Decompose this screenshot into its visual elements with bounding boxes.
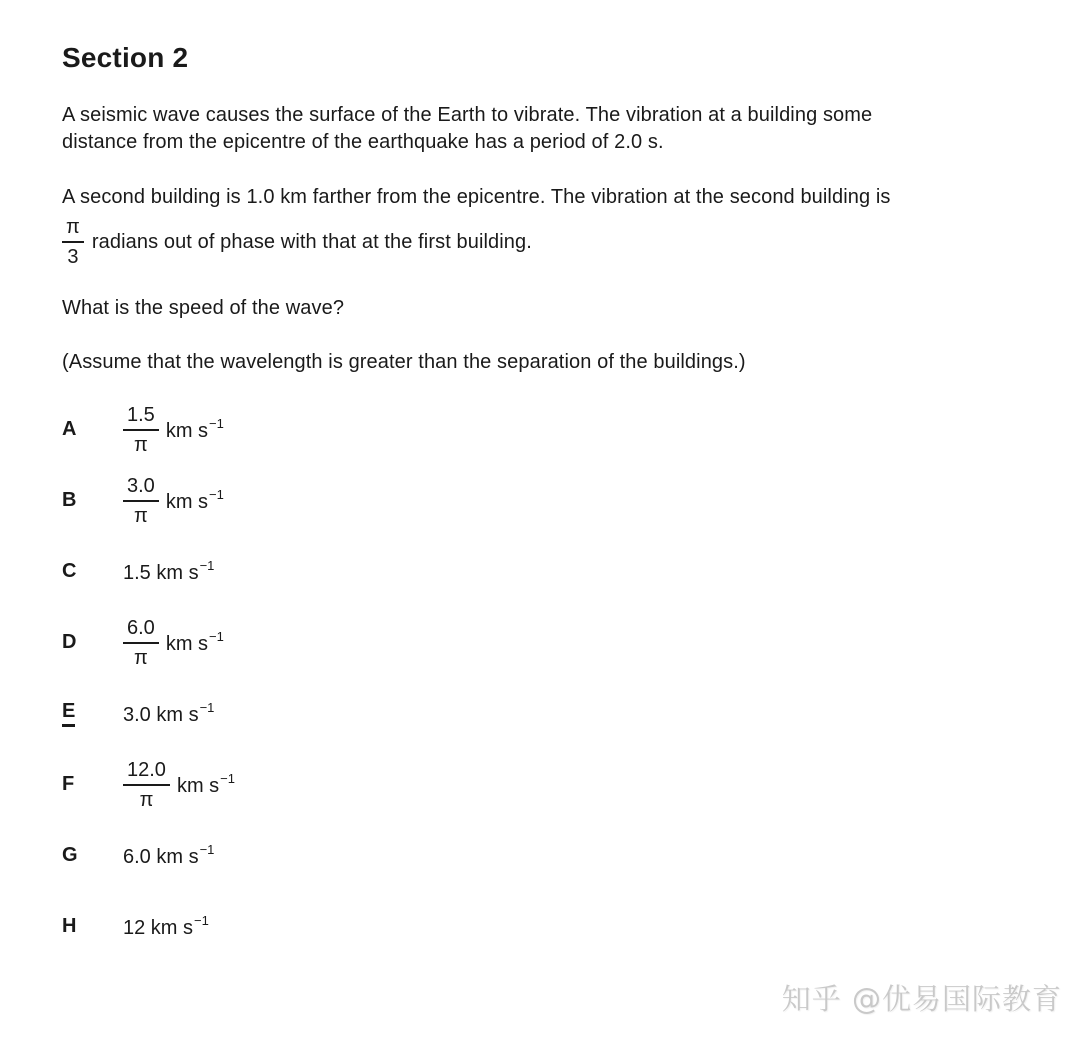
paragraph-line: radians out of phase with that at the first building. xyxy=(91,230,532,253)
fraction-denominator: 3 xyxy=(67,246,79,268)
value-text: 1.5 km $s^{-1}$ xyxy=(123,558,215,584)
option-letter: F xyxy=(62,773,75,795)
pi-over-3-fraction xyxy=(62,215,84,269)
unit-text: km $s^{-1}$ xyxy=(165,487,224,513)
option-f[interactable] xyxy=(62,749,662,820)
fraction-numerator: π xyxy=(62,215,84,243)
section-title: Section 2 xyxy=(62,42,189,73)
watermark: 知乎 @优易国际教育 xyxy=(781,982,1062,1016)
value-text: 6.0 km $s^{-1}$ xyxy=(123,842,215,868)
option-value xyxy=(123,474,224,528)
option-g[interactable] xyxy=(62,820,662,891)
option-letter: C xyxy=(62,560,77,582)
fraction-denominator: π xyxy=(134,433,148,456)
option-value xyxy=(123,616,224,670)
fraction-numerator: 3.0 xyxy=(123,474,159,502)
paragraph-seismic-wave xyxy=(62,102,1022,156)
unit-exponent: −1 xyxy=(199,842,215,857)
option-letter: A xyxy=(62,418,77,440)
option-letter: D xyxy=(62,631,77,653)
option-value xyxy=(123,700,214,727)
fraction-denominator: π xyxy=(134,504,148,527)
fraction-numerator: 12.0 xyxy=(123,758,170,786)
unit-text: km $s^{-1}$ xyxy=(176,771,235,797)
option-value xyxy=(123,842,214,869)
question-text: What is the speed of the wave? xyxy=(62,297,345,319)
value-text: 3.0 km $s^{-1}$ xyxy=(123,700,215,726)
phase-fraction-line xyxy=(62,215,1042,269)
option-letter: B xyxy=(62,489,77,511)
option-c[interactable] xyxy=(62,536,662,607)
unit-exponent: −1 xyxy=(199,700,215,715)
unit-text: km $s^{-1}$ xyxy=(165,416,224,442)
fraction-denominator: π xyxy=(134,646,148,669)
unit-text: km $s^{-1}$ xyxy=(165,629,224,655)
unit-exponent: −1 xyxy=(209,629,224,644)
option-a[interactable] xyxy=(62,394,662,465)
value-text: 12 km $s^{-1}$ xyxy=(123,913,209,939)
option-value xyxy=(123,403,224,457)
assumption-text: (Assume that the wavelength is greater than the separation of the buildings.) xyxy=(62,351,746,373)
option-e[interactable] xyxy=(62,678,662,749)
answer-options xyxy=(62,394,662,962)
fraction-numerator: 1.5 xyxy=(123,403,159,431)
unit-exponent: −1 xyxy=(199,558,215,573)
value-fraction xyxy=(123,474,159,528)
value-fraction xyxy=(123,616,159,670)
option-b[interactable] xyxy=(62,465,662,536)
value-fraction xyxy=(123,758,170,812)
option-value xyxy=(123,758,235,812)
paragraph-line: A seismic wave causes the surface of the Earth to vibrate. The vibration at a building some xyxy=(62,104,873,126)
option-letter: H xyxy=(62,915,77,937)
unit-exponent: −1 xyxy=(209,416,224,431)
option-value xyxy=(123,558,214,585)
option-h[interactable] xyxy=(62,891,662,962)
paragraph-second-building xyxy=(62,184,1042,269)
unit-exponent: −1 xyxy=(209,487,224,502)
unit-exponent: −1 xyxy=(194,913,209,928)
fraction-numerator: 6.0 xyxy=(123,616,159,644)
paragraph-line: A second building is 1.0 km farther from the epicentre. The vibration at the second building is xyxy=(62,186,891,208)
option-letter: G xyxy=(62,844,78,866)
option-value xyxy=(123,913,209,940)
value-fraction xyxy=(123,403,159,457)
unit-exponent: −1 xyxy=(220,771,235,786)
paragraph-line: distance from the epicentre of the earthquake has a period of 2.0 s. xyxy=(62,131,664,153)
option-letter-underlined: E xyxy=(62,700,123,727)
fraction-denominator: π xyxy=(139,788,154,811)
option-d[interactable] xyxy=(62,607,662,678)
